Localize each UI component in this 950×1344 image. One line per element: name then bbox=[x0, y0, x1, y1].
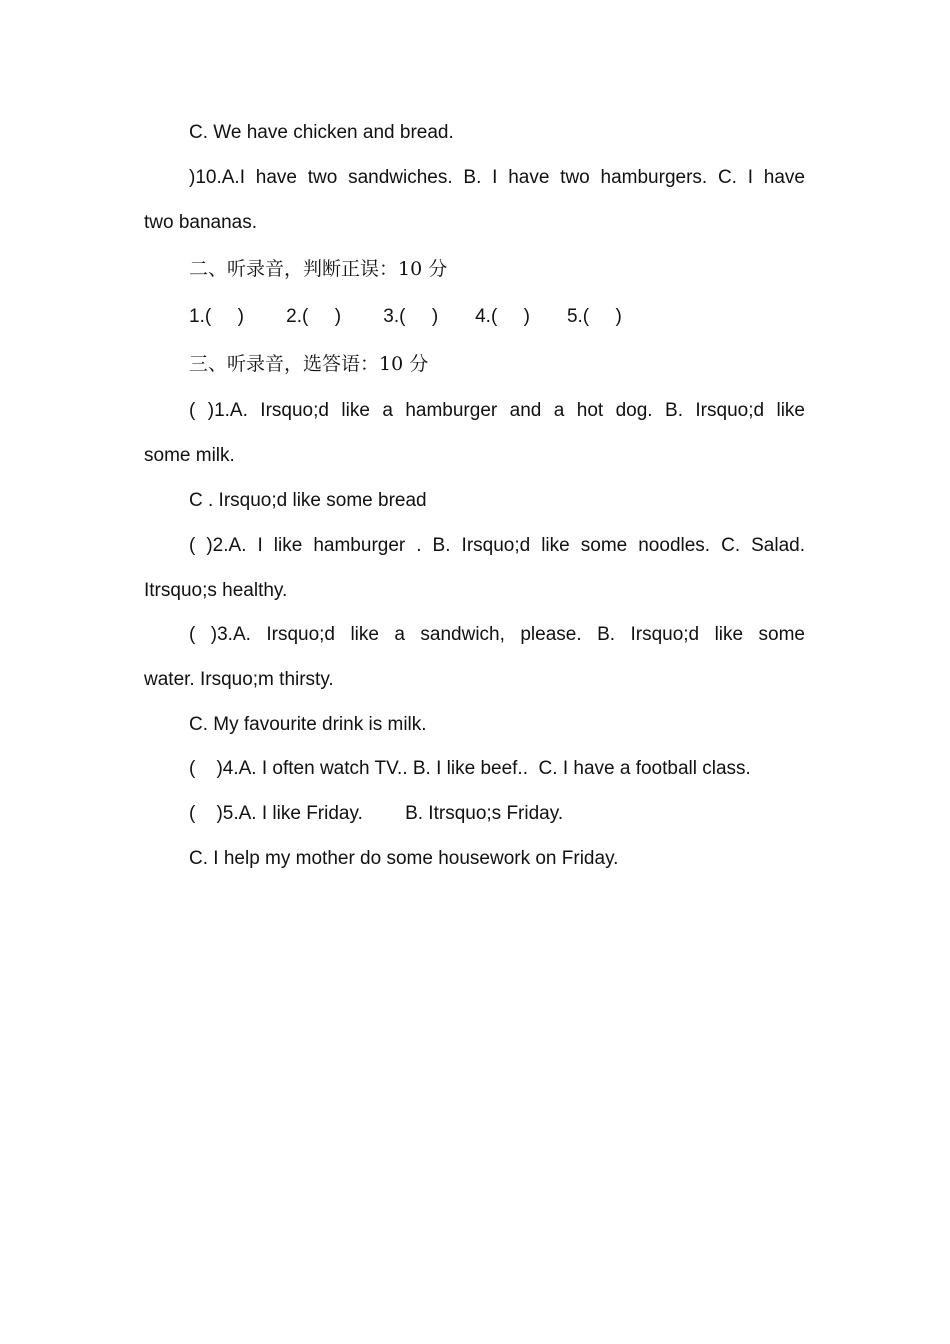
text-line: water. Irsquo;m thirsty. bbox=[144, 669, 334, 690]
text-line: some milk. bbox=[144, 445, 235, 466]
question-1: ( )1.A. Irsquo;d like a hamburger and a hot dog. B. Irsquo;d like bbox=[189, 400, 805, 421]
text-line: C. I help my mother do some housework on Friday. bbox=[189, 848, 619, 869]
text-line: C. We have chicken and bread. bbox=[189, 122, 454, 143]
text-line: C . Irsquo;d like some bread bbox=[189, 490, 427, 511]
text-line: two bananas. bbox=[144, 212, 258, 233]
section-heading-2: 二、听录音，判断正误：10 分 bbox=[189, 258, 448, 280]
answer-blanks: 1.( ) 2.( ) 3.( ) 4.( ) 5.( ) bbox=[189, 306, 622, 327]
section-heading-3: 三、听录音，选答语：10 分 bbox=[189, 353, 429, 375]
text-line: C. My favourite drink is milk. bbox=[189, 714, 427, 735]
question-4: ( )4.A. I often watch TV.. B. I like beef.. C. I have a football class. bbox=[189, 758, 751, 779]
text-line: Itrsquo;s healthy. bbox=[144, 580, 288, 601]
question-3: ( )3.A. Irsquo;d like a sandwich, please. B. Irsquo;d like some bbox=[189, 624, 805, 645]
question-2: ( )2.A. I like hamburger . B. Irsquo;d like some noodles. C. Salad. bbox=[189, 535, 805, 556]
question-5: ( )5.A. I like Friday. B. Itrsquo;s Friday. bbox=[189, 803, 564, 824]
text-line: )10.A.I have two sandwiches. B. I have two hamburgers. C. I have bbox=[189, 167, 805, 188]
